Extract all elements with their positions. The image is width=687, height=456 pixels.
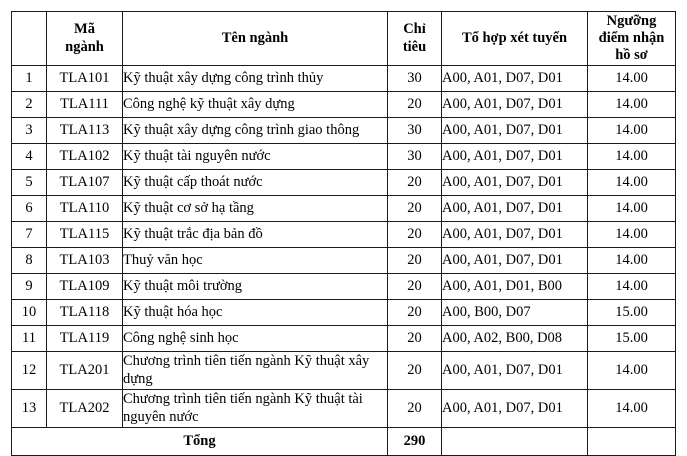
- column-header-quota-line1: Chỉ: [403, 21, 426, 38]
- cell-tt: 3: [12, 118, 47, 144]
- cell-combo: A00, A01, D07, D01: [442, 92, 588, 118]
- cell-name: Kỹ thuật xây dựng công trình giao thông: [123, 118, 388, 144]
- cell-combo: A00, A01, D07, D01: [442, 170, 588, 196]
- cell-code: TLA202: [47, 390, 123, 428]
- cell-score: 14.00: [588, 274, 676, 300]
- column-header-score-line1: Ngưỡng: [606, 12, 657, 29]
- table-row: [12, 196, 676, 222]
- cell-code: TLA119: [47, 326, 123, 352]
- cell-code: TLA118: [47, 300, 123, 326]
- cell-name: Công nghệ kỹ thuật xây dựng: [123, 92, 388, 118]
- table-footer: [12, 428, 676, 456]
- cell-score: 15.00: [588, 326, 676, 352]
- cell-name: Chương trình tiên tiến ngành Kỹ thuật tài nguyên nước: [123, 390, 388, 428]
- cell-quota: 20: [388, 390, 442, 428]
- column-header-quota: [388, 12, 442, 66]
- cell-name: Kỹ thuật cấp thoát nước: [123, 170, 388, 196]
- cell-quota: 20: [388, 326, 442, 352]
- admissions-table: [11, 11, 676, 456]
- cell-code: TLA201: [47, 352, 123, 390]
- total-row: [12, 428, 676, 456]
- column-header-combo: [442, 12, 588, 66]
- cell-tt: 7: [12, 222, 47, 248]
- table-row: [12, 144, 676, 170]
- table-row: [12, 390, 676, 428]
- cell-score: 14.00: [588, 170, 676, 196]
- cell-combo: A00, A01, D07, D01: [442, 66, 588, 92]
- cell-tt: 13: [12, 390, 47, 428]
- cell-quota: 20: [388, 222, 442, 248]
- column-header-score-line3: hồ sơ: [615, 47, 648, 64]
- cell-quota: 20: [388, 274, 442, 300]
- cell-code: TLA111: [47, 92, 123, 118]
- column-header-score: [588, 12, 676, 66]
- cell-tt: 6: [12, 196, 47, 222]
- cell-score: 14.00: [588, 390, 676, 428]
- column-header-name: [123, 12, 388, 66]
- cell-tt: 11: [12, 326, 47, 352]
- total-quota-cell: 290: [388, 428, 442, 456]
- cell-combo: A00, A01, D07, D01: [442, 144, 588, 170]
- cell-name: Kỹ thuật hóa học: [123, 300, 388, 326]
- table-row: [12, 300, 676, 326]
- admissions-table-container: [11, 11, 676, 456]
- cell-name: Kỹ thuật môi trường: [123, 274, 388, 300]
- cell-code: TLA109: [47, 274, 123, 300]
- cell-tt: 9: [12, 274, 47, 300]
- cell-code: TLA115: [47, 222, 123, 248]
- column-header-name-line1: Tên ngành: [221, 29, 289, 46]
- cell-quota: 20: [388, 196, 442, 222]
- total-combo-cell: [442, 428, 588, 456]
- cell-tt: 4: [12, 144, 47, 170]
- table-row: [12, 92, 676, 118]
- column-header-score-line2: điểm nhận: [598, 29, 665, 46]
- cell-combo: A00, A01, D07, D01: [442, 118, 588, 144]
- column-header-code-line2: ngành: [65, 38, 104, 55]
- cell-combo: A00, B00, D07: [442, 300, 588, 326]
- cell-tt: 10: [12, 300, 47, 326]
- header-row: [12, 12, 676, 66]
- total-label-cell: Tổng: [12, 428, 388, 456]
- cell-score: 15.00: [588, 300, 676, 326]
- cell-combo: A00, A01, D07, D01: [442, 248, 588, 274]
- cell-code: TLA110: [47, 196, 123, 222]
- table-row: [12, 248, 676, 274]
- cell-name: Kỹ thuật cơ sở hạ tầng: [123, 196, 388, 222]
- cell-quota: 20: [388, 300, 442, 326]
- cell-score: 14.00: [588, 352, 676, 390]
- table-row: [12, 222, 676, 248]
- cell-tt: 12: [12, 352, 47, 390]
- cell-code: TLA107: [47, 170, 123, 196]
- cell-quota: 20: [388, 92, 442, 118]
- cell-combo: A00, A01, D07, D01: [442, 352, 588, 390]
- cell-score: 14.00: [588, 248, 676, 274]
- cell-tt: 8: [12, 248, 47, 274]
- cell-tt: 2: [12, 92, 47, 118]
- column-header-quota-line2: tiêu: [402, 38, 427, 55]
- cell-score: 14.00: [588, 144, 676, 170]
- column-header-code: [47, 12, 123, 66]
- cell-quota: 20: [388, 248, 442, 274]
- cell-quota: 20: [388, 170, 442, 196]
- table-row: [12, 274, 676, 300]
- cell-score: 14.00: [588, 66, 676, 92]
- table-body: [12, 66, 676, 428]
- table-row: [12, 66, 676, 92]
- cell-name: Kỹ thuật tài nguyên nước: [123, 144, 388, 170]
- cell-quota: 30: [388, 66, 442, 92]
- cell-code: TLA102: [47, 144, 123, 170]
- cell-name: Thuỷ văn học: [123, 248, 388, 274]
- cell-combo: A00, A01, D07, D01: [442, 390, 588, 428]
- cell-score: 14.00: [588, 222, 676, 248]
- cell-score: 14.00: [588, 118, 676, 144]
- cell-tt: 5: [12, 170, 47, 196]
- cell-name: Kỹ thuật trắc địa bản đồ: [123, 222, 388, 248]
- cell-code: TLA101: [47, 66, 123, 92]
- cell-code: TLA103: [47, 248, 123, 274]
- total-score-cell: [588, 428, 676, 456]
- cell-name: Chương trình tiên tiến ngành Kỹ thuật xây dựng: [123, 352, 388, 390]
- column-header-combo-line1: Tổ hợp xét tuyển: [461, 29, 568, 46]
- table-header: [12, 12, 676, 66]
- cell-name: Kỹ thuật xây dựng công trình thủy: [123, 66, 388, 92]
- cell-name: Công nghệ sinh học: [123, 326, 388, 352]
- column-header-code-line1: Mã: [74, 21, 95, 38]
- cell-quota: 30: [388, 144, 442, 170]
- table-row: [12, 352, 676, 390]
- table-row: [12, 326, 676, 352]
- cell-quota: 30: [388, 118, 442, 144]
- cell-quota: 20: [388, 352, 442, 390]
- cell-code: TLA113: [47, 118, 123, 144]
- cell-combo: A00, A01, D07, D01: [442, 222, 588, 248]
- cell-combo: A00, A02, B00, D08: [442, 326, 588, 352]
- table-row: [12, 170, 676, 196]
- column-header-tt: [12, 12, 47, 66]
- cell-score: 14.00: [588, 92, 676, 118]
- cell-combo: A00, A01, D07, D01: [442, 196, 588, 222]
- cell-tt: 1: [12, 66, 47, 92]
- cell-combo: A00, A01, D01, B00: [442, 274, 588, 300]
- cell-score: 14.00: [588, 196, 676, 222]
- table-row: [12, 118, 676, 144]
